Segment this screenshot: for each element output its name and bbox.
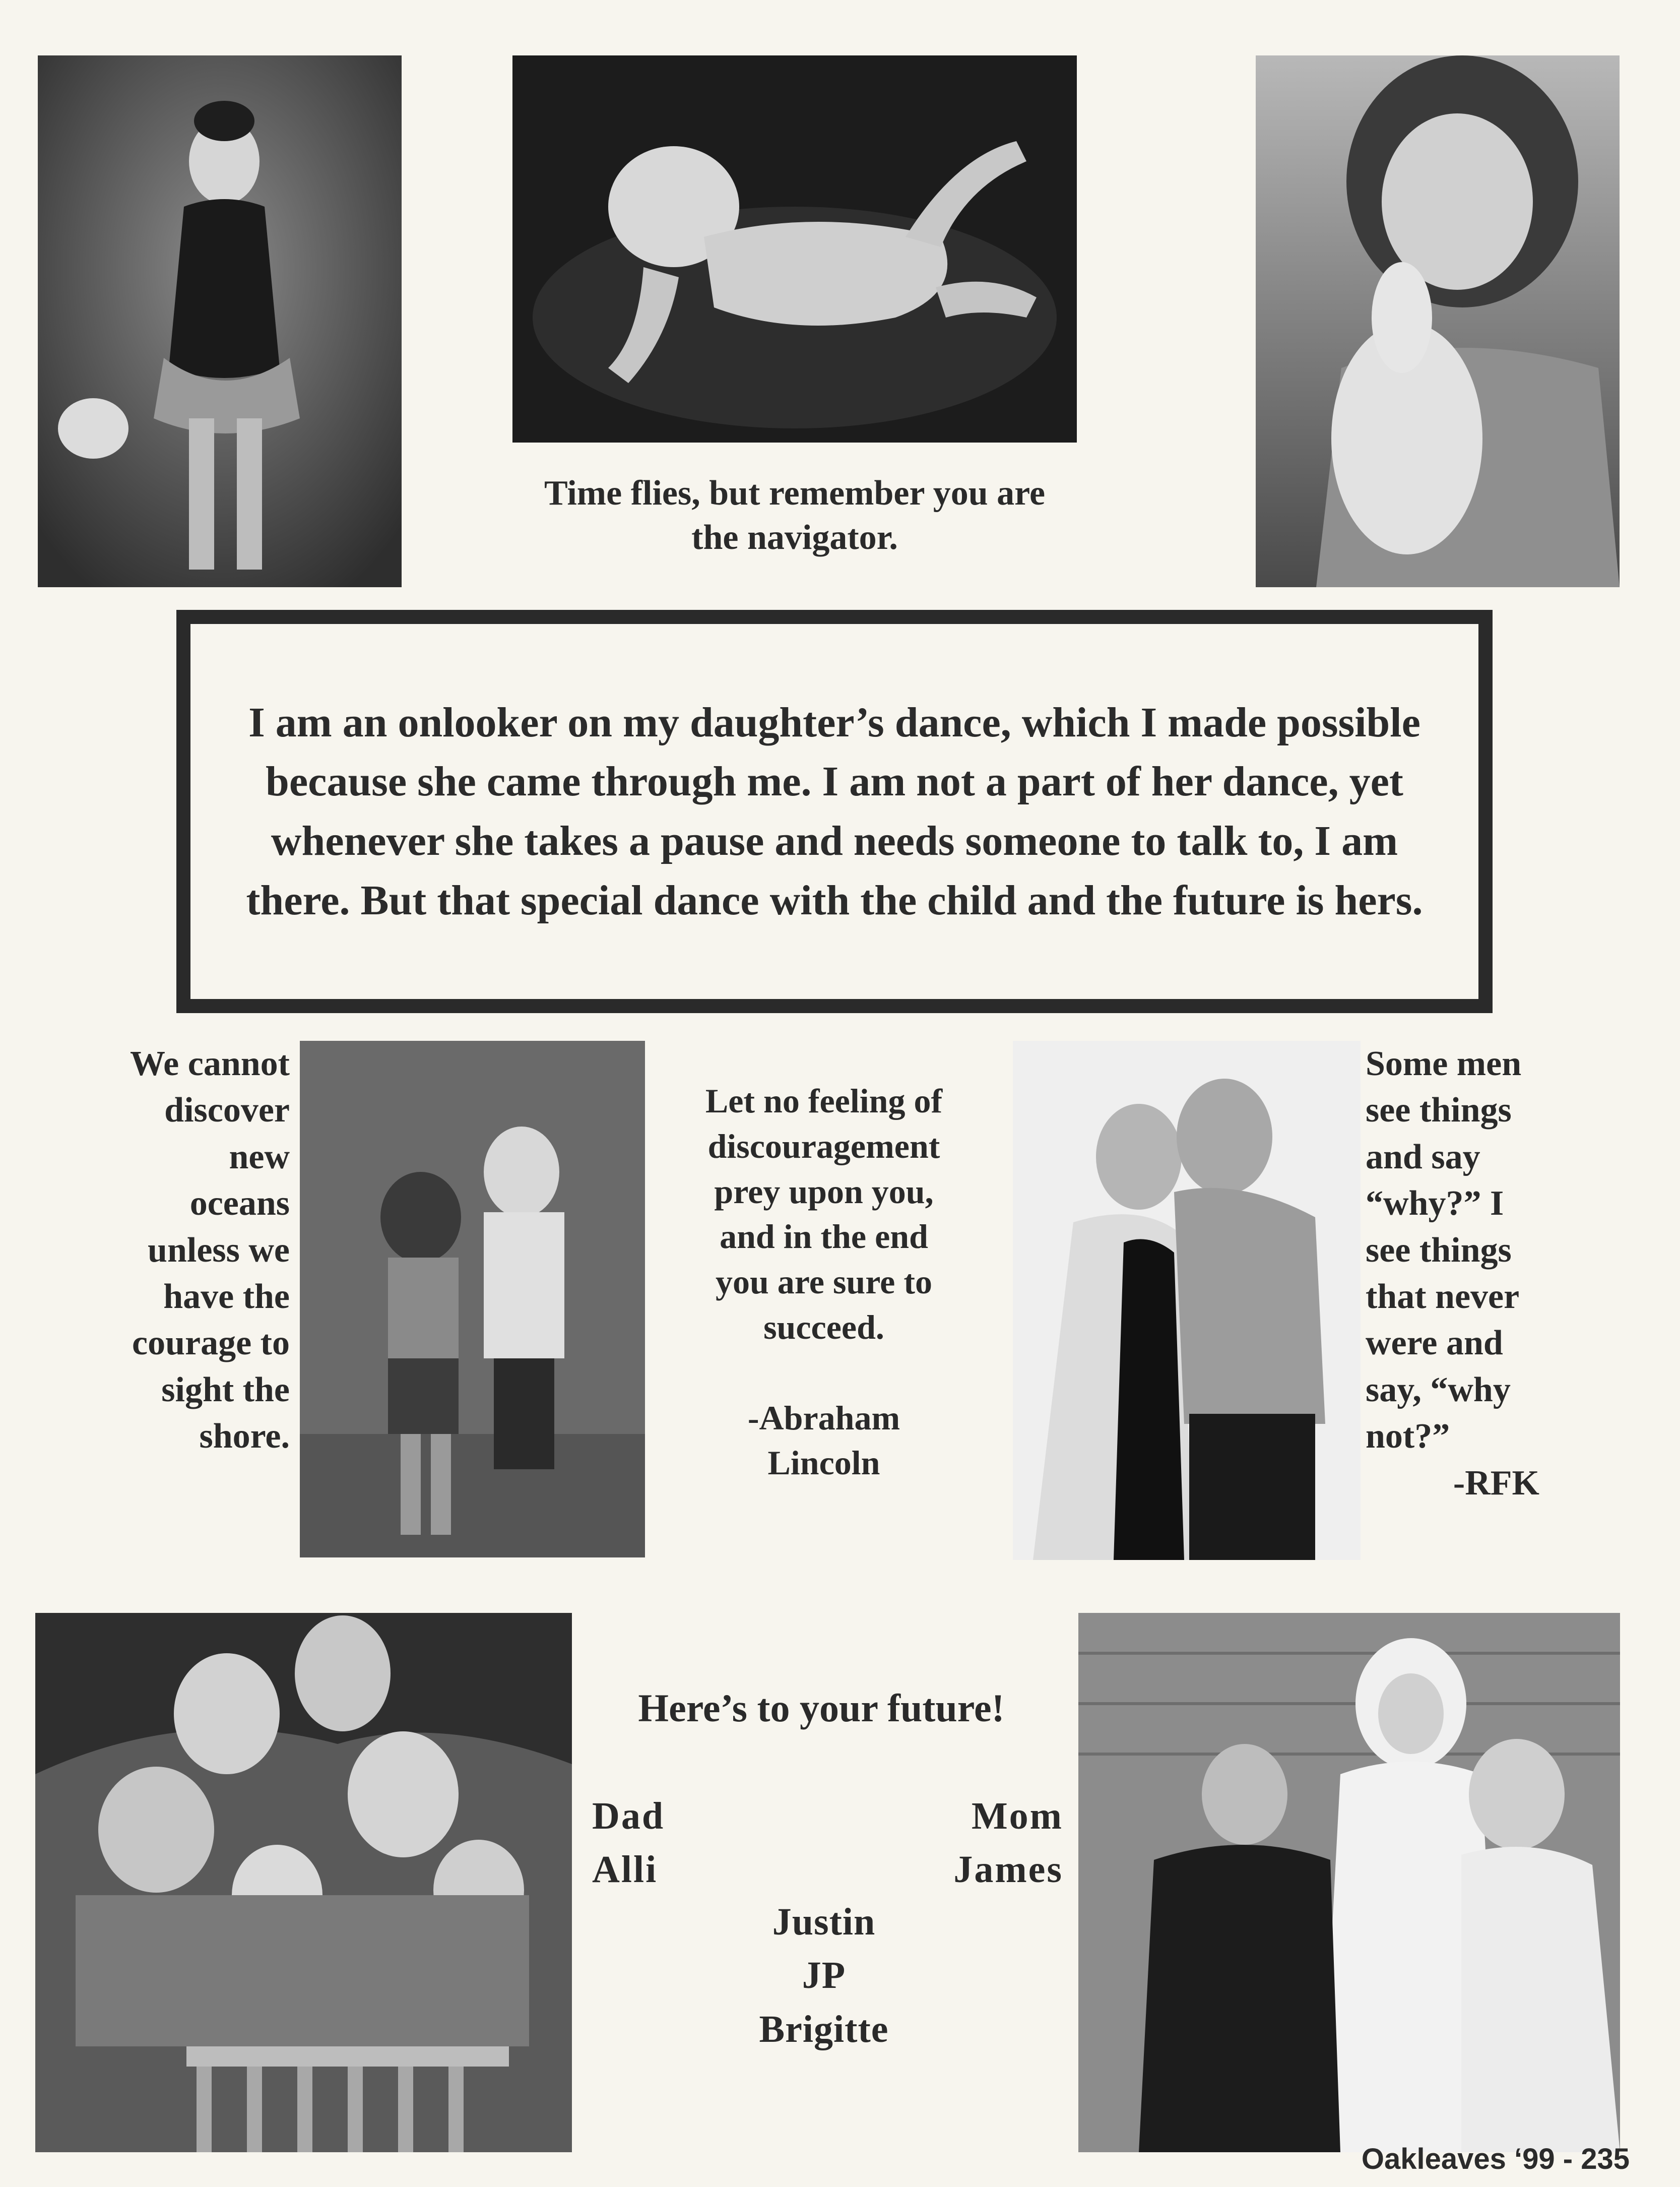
toddler-photo	[1256, 55, 1620, 587]
rfk-quote-line: say, “why	[1366, 1370, 1511, 1409]
lincoln-quote-line: succeed.	[763, 1307, 884, 1346]
lincoln-quote-line: Let no feeling of	[705, 1082, 943, 1120]
main-quote: I am an onlooker on my daughter’s dance, which I made possible because she came through me. I am not a part of her dance, yet whenever she takes a pause and needs someone to talk to, I am there. But that special dance with the child and the future is hers.	[246, 699, 1423, 924]
name-mom: Mom	[971, 1795, 1063, 1837]
lincoln-quote-line: and in the end	[720, 1217, 928, 1256]
name-justin: Justin	[772, 1901, 876, 1943]
dancer-photo	[38, 55, 402, 587]
name-dad: Dad	[592, 1795, 665, 1837]
top-caption-line-2: the navigator.	[691, 518, 898, 557]
names-center	[716, 1895, 932, 2056]
left-quote-line: oceans	[189, 1184, 290, 1223]
rfk-quote-line: not?”	[1366, 1417, 1450, 1456]
rfk-attribution: -RFK	[1453, 1463, 1539, 1503]
left-quote-line: new	[229, 1137, 290, 1176]
lincoln-attribution: -Abraham	[747, 1398, 900, 1437]
names-left	[592, 1789, 665, 1897]
rfk-quote	[1366, 1041, 1607, 1507]
family-photo	[35, 1613, 572, 2152]
name-jp: JP	[802, 1954, 846, 1997]
top-caption	[454, 471, 1136, 559]
rfk-quote-line: see things	[1366, 1091, 1512, 1130]
name-brigitte: Brigitte	[759, 2008, 889, 2050]
left-quote-line: discover	[164, 1091, 290, 1130]
top-caption-line-1: Time flies, but remember you are	[544, 474, 1046, 513]
main-quote-box	[176, 610, 1493, 1013]
rfk-quote-line: that never	[1366, 1277, 1520, 1316]
name-alli: Alli	[592, 1848, 658, 1891]
left-quote-line: sight the	[161, 1370, 290, 1409]
lincoln-attribution: Lincoln	[767, 1444, 880, 1482]
left-quote-line: have the	[163, 1277, 290, 1316]
baby-photo	[512, 55, 1077, 443]
closing-headline: Here’s to your future!	[638, 1686, 1005, 1730]
communion-photo	[1078, 1613, 1620, 2152]
left-quote-line: We cannot	[130, 1044, 290, 1083]
lincoln-quote-line: you are sure to	[715, 1263, 932, 1301]
name-james: James	[953, 1848, 1063, 1891]
left-quote-line: unless we	[148, 1230, 290, 1270]
lincoln-quote-line: discouragement	[707, 1127, 940, 1165]
page-footer: Oakleaves ‘99 - 235	[1361, 2143, 1630, 2175]
rfk-quote-line: “why?” I	[1366, 1184, 1504, 1223]
rfk-quote-line: see things	[1366, 1230, 1512, 1270]
lincoln-quote	[670, 1079, 978, 1486]
left-quote-line: courage to	[132, 1324, 290, 1363]
rfk-quote-line: Some men	[1366, 1044, 1522, 1083]
rfk-quote-line: were and	[1366, 1324, 1503, 1363]
father-daughter-photo	[1013, 1041, 1361, 1560]
kids-beach-photo	[300, 1041, 645, 1557]
lincoln-quote-line: prey upon you,	[714, 1172, 934, 1211]
left-quote-line: shore.	[199, 1417, 290, 1456]
rfk-quote-line: and say	[1366, 1137, 1480, 1176]
left-quote	[60, 1041, 290, 1460]
names-right	[922, 1789, 1063, 1897]
